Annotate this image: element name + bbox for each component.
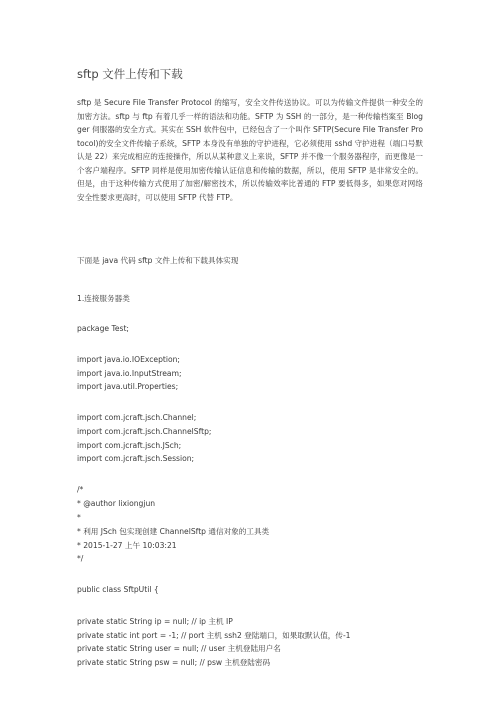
code-line: private static String ip = null; // ip 主机 IP <box>77 617 233 626</box>
code-line: * 利用 JSch 包实现创建 ChannelSftp 通信对象的工具类 <box>77 527 270 536</box>
code-line: import com.jcraft.jsch.JSch; <box>77 441 182 450</box>
code-line: import java.util.Properties; <box>77 382 179 391</box>
code-line: * @author lixiongjun <box>77 499 156 508</box>
code-line: * <box>77 513 81 522</box>
code-line: * 2015-1-27 上午 10:03:21 <box>77 541 177 550</box>
code-line: import com.jcraft.jsch.Channel; <box>77 413 197 422</box>
code-line: */ <box>77 554 84 563</box>
code-line: import java.io.IOException; <box>77 355 180 364</box>
code-line: import com.jcraft.jsch.ChannelSftp; <box>77 427 212 436</box>
section-heading: 1.连接服务器类 <box>77 294 130 303</box>
code-line: import java.io.InputStream; <box>77 369 182 378</box>
intro-paragraph: sftp 是 Secure File Transfer Protocol 的缩写，安全文件传送协议。可以为传输文件提供一种安全的加密方法。sftp 与 ftp 有着几乎一样的语法和功能。SFTP 为 SSH 的一部分，是一种传输档案至 Blogger 伺服器的安全方式。其实在 SSH 软件包中，已经包含了一个叫作 SFTP(Secure File Transfer Protocol)的安全文件传输子系统，SFTP 本身没有单独的守护进程，它必须使用 sshd 守护进程（端口号默认是 22）来完成相应的连接操作，所以从某种意义上来说，SFTP 并不像一个服务器程序，而更像是一个客户端程序。SFTP 同样是使用加密传输认证信息和传输的数据，所以，使用 SFTP 是非常安全的。但是，由于这种传输方式使用了加密/解密技术，所以传输效率比普通的 FTP 要低得多，如果您对网络安全性要求更高时，可以使用 SFTP 代替 FTP。 <box>77 98 423 202</box>
section-intro-line: 下面是 java 代码 sftp 文件上传和下载具体实现 <box>77 256 239 265</box>
code-line: import com.jcraft.jsch.Session; <box>77 454 195 463</box>
document-title: sftp 文件上传和下载 <box>77 67 183 81</box>
code-line: private static String psw = null; // psw 主机登陆密码 <box>77 658 271 667</box>
code-line: package Test; <box>77 324 129 333</box>
code-line: private static int port = -1; // port 主机 ssh2 登陆端口，如果取默认值，传-1 <box>77 631 351 640</box>
code-line: public class SftpUtil { <box>77 585 159 594</box>
code-line: private static String user = null; // user 主机登陆用户名 <box>77 644 281 653</box>
code-line: /* <box>77 485 84 494</box>
